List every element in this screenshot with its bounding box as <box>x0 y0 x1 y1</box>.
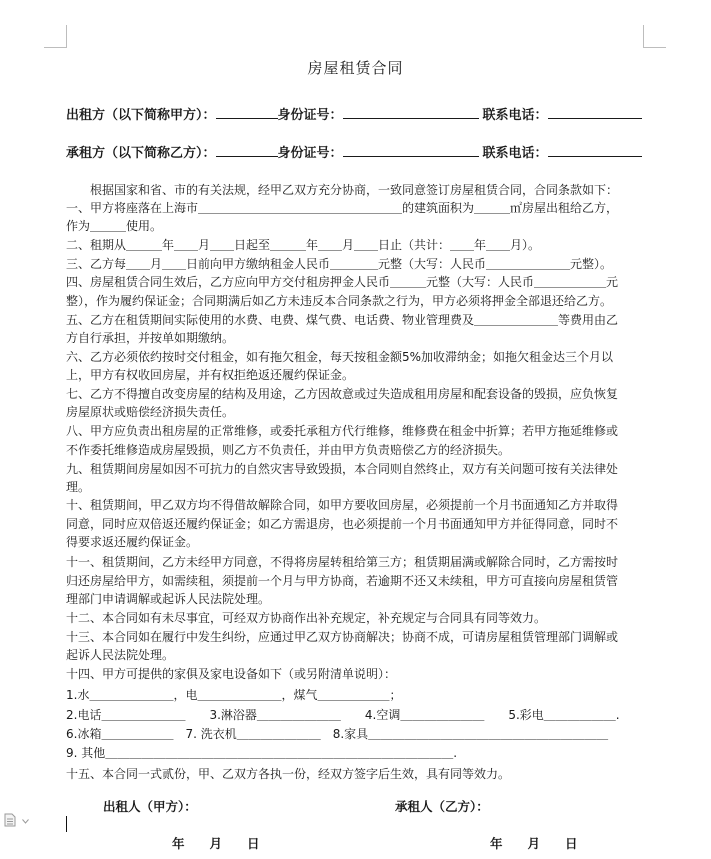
contract-line: 十三、本合同如在履行中发生纠纷，应通过甲乙双方协商解决；协商不成，可请房屋租赁管理部门调解或 <box>66 630 619 644</box>
text-cursor <box>66 816 67 832</box>
lessee-signature-label: 承租人（乙方）： <box>395 799 489 814</box>
contract-line: 六、乙方必须依约按时交付租金，如有拖欠租金，每天按租金额5%加收滞纳金；如拖欠租金达三个月以 <box>66 350 614 364</box>
contract-line: 十一、租赁期间，乙方未经甲方同意，不得将房屋转租给第三方；租赁期届满或解除合同时，乙方需按时 <box>66 555 619 569</box>
lessee-phone-label: 联系电话： <box>482 146 548 161</box>
contract-line: 理。 <box>66 480 91 494</box>
chevron-down-icon[interactable] <box>22 819 29 824</box>
contract-line: 2.电话＿＿＿＿＿＿＿ 3.淋浴器＿＿＿＿＿＿＿ 4.空调＿＿＿＿＿＿＿ 5.彩电＿＿＿＿＿＿. <box>66 708 620 722</box>
contract-line: 理部门申请调解或起诉人民法院处理。 <box>66 592 271 606</box>
contract-line: 五、乙方在租赁期间实际使用的水费、电费、煤气费、电话费、物业管理费及＿＿＿＿＿＿＿等费用由乙 <box>66 313 619 327</box>
contract-line: 1.水＿＿＿＿＿＿＿，电＿＿＿＿＿＿＿，煤气＿＿＿＿＿＿； <box>66 688 402 702</box>
contract-line: 9. 其他＿＿＿＿＿＿＿＿＿＿＿＿＿＿＿＿＿＿＿＿＿＿＿＿＿＿＿＿＿. <box>66 746 458 760</box>
document-icon[interactable] <box>4 813 16 827</box>
document-title: 房屋租赁合同 <box>307 59 404 77</box>
contract-line: 根据国家和省、市的有关法规，经甲乙双方充分协商，一致同意签订房屋租赁合同，合同条款如下： <box>66 183 619 197</box>
lessor-id-label: 身份证号： <box>277 108 343 123</box>
lessor-label: 出租方（以下简称甲方）： <box>66 108 216 123</box>
contract-line: 四、房屋租赁合同生效后，乙方应向甲方交付租房押金人民币＿＿＿元整（大写：人民币＿＿＿＿＿＿元 <box>66 275 619 289</box>
contract-line: 十四、甲方可提供的家俱及家电设备如下（或另附清单说明）： <box>66 667 397 681</box>
contract-line: 十、租赁期间，甲乙双方均不得借故解除合同，如甲方要收回房屋，必须提前一个月书面通知乙方并取得 <box>66 498 619 512</box>
lessee-phone-blank[interactable] <box>548 143 642 157</box>
lessee-id-blank[interactable] <box>343 143 479 157</box>
contract-line: 十五、本合同一式贰份，甲、乙双方各执一份，经双方签字后生效，具有同等效力。 <box>66 767 511 781</box>
lessee-date: 年 月 日 <box>490 836 578 851</box>
contract-line: 同意，同时应双倍返还履约保证金；如乙方需退房，也必须提前一个月书面通知甲方并征得同意，同时不 <box>66 517 619 531</box>
contract-line: 6.冰箱＿＿＿＿＿＿ 7. 洗衣机＿＿＿＿＿＿＿ 8.家具＿＿＿＿＿＿＿＿＿＿＿＿＿＿＿＿＿＿＿＿ <box>66 727 609 741</box>
contract-line: 三、乙方每＿＿月＿＿日前向甲方缴纳租金人民币＿＿＿＿元整（大写：人民币＿＿＿＿＿＿＿元整）。 <box>66 257 613 271</box>
contract-line: 一、甲方将座落在上海市＿＿＿＿＿＿＿＿＿＿＿＿＿＿＿＿＿的建筑面积为＿＿＿㎡房屋出租给乙方， <box>66 201 619 215</box>
lessee-label: 承租方（以下简称乙方）： <box>66 146 216 161</box>
contract-line: 得要求返还履约保证金。 <box>66 535 199 549</box>
contract-line: 归还房屋给甲方，如需续租，须提前一个月与甲方协商，若逾期不还又未续租，甲方可直接向房屋租赁管 <box>66 574 619 588</box>
page-corner-mark-top-left <box>44 25 67 48</box>
lessor-phone-label: 联系电话： <box>482 108 548 123</box>
contract-line: 起诉人民法院处理。 <box>66 648 175 662</box>
page-corner-mark-top-right <box>643 25 666 48</box>
lessor-date: 年 月 日 <box>172 836 260 851</box>
contract-line: 八、甲方应负责出租房屋的正常维修，或委托承租方代行维修，维修费在租金中折算；若甲方拖延维修或 <box>66 424 619 438</box>
lessee-id-label: 身份证号： <box>277 146 343 161</box>
contract-line: 七、乙方不得擅自改变房屋的结构及用途，乙方因故意或过失造成租用房屋和配套设备的毁损，应负恢复 <box>66 387 619 401</box>
contract-line: 房屋原状或赔偿经济损失责任。 <box>66 405 235 419</box>
lessor-signature-label: 出租人（甲方）： <box>103 799 197 814</box>
lessor-name-blank[interactable] <box>216 105 278 119</box>
contract-line: 二、租期从＿＿＿年＿＿月＿＿日起至＿＿＿年＿＿月＿＿日止（共计：＿＿年＿＿月）。 <box>66 238 541 252</box>
contract-line: 十二、本合同如有未尽事宜，可经双方协商作出补充规定，补充规定与合同具有同等效力。 <box>66 611 547 625</box>
lessor-phone-blank[interactable] <box>548 105 642 119</box>
contract-line: 整），作为履约保证金；合同期满后如乙方未违反本合同条款之行为，甲方必须将押金全部退还给乙方。 <box>66 294 613 308</box>
contract-line: 不作委托维修造成房屋毁损，则乙方不负责任，并由甲方负责赔偿乙方的经济损失。 <box>66 443 511 457</box>
contract-line: 上，甲方有权收回房屋，并有权拒绝返还履约保证金。 <box>66 368 355 382</box>
lessor-id-blank[interactable] <box>343 105 479 119</box>
contract-line: 方自行承担，并按单如期缴纳。 <box>66 331 235 345</box>
lessor-line <box>66 104 642 123</box>
contract-line: 作为＿＿＿使用。 <box>66 219 163 233</box>
contract-line: 九、租赁期间房屋如因不可抗力的自然灾害导致毁损，本合同则自然终止，双方有关问题可按有关法律处 <box>66 462 619 476</box>
lessee-line <box>66 142 642 161</box>
lessee-name-blank[interactable] <box>216 143 278 157</box>
